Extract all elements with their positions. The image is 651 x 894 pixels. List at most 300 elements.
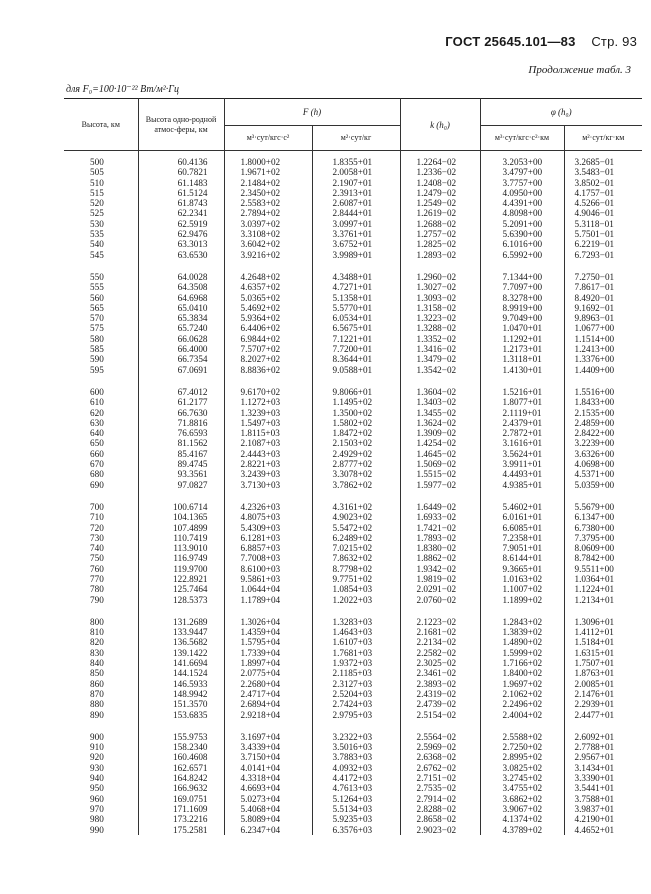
table-cell: 1.3403−02 <box>400 397 480 407</box>
table-cell: 4.6357+02 <box>224 282 312 292</box>
table-cell: 1.5497+03 <box>224 418 312 428</box>
table-cell: 4.3161+02 <box>312 490 400 512</box>
table-cell: 2.1907+01 <box>312 178 400 188</box>
table-cell: 63.3013 <box>138 239 224 249</box>
table-cell: 3.6862+02 <box>480 794 564 804</box>
table-cell: 7.5707+02 <box>224 344 312 354</box>
table-cell: 1.3158−02 <box>400 303 480 313</box>
table-cell: 9.1692−01 <box>564 303 642 313</box>
table-cell: 585 <box>90 344 104 355</box>
table-cell: 1.6933−02 <box>400 512 480 522</box>
table-cell: 910 <box>90 742 104 753</box>
table-cell: 5.7501−01 <box>564 229 642 239</box>
table-cell: 2.8288−02 <box>400 804 480 814</box>
col-height-header: Высота, км <box>64 99 138 151</box>
table-cell: 8.6144+01 <box>480 553 564 563</box>
table-cell: 3.2322+03 <box>312 720 400 742</box>
table-cell: 800 <box>90 616 104 627</box>
table-cell: 525 <box>90 208 104 219</box>
table-cell: 2.7894+02 <box>224 208 312 218</box>
table-cell: 780 <box>90 584 104 595</box>
table-cell: 5.4309+03 <box>224 523 312 533</box>
table-cell: 2.4379+01 <box>480 418 564 428</box>
table-row <box>64 814 642 824</box>
table-cell: 2.2496+02 <box>480 699 564 709</box>
table-cell: 9.5861+03 <box>224 574 312 584</box>
table-cell: 1.8997+04 <box>224 658 312 668</box>
table-cell: 85.4167 <box>138 449 224 459</box>
table-row <box>64 438 642 448</box>
table-row <box>64 825 642 835</box>
table-cell: 1.2843+02 <box>480 605 564 627</box>
table-row <box>64 637 642 647</box>
table-cell: 1.1495+02 <box>312 397 400 407</box>
table-cell: 870 <box>90 688 104 699</box>
table-cell: 760 <box>90 563 104 574</box>
table-cell: 510 <box>90 177 104 188</box>
table-cell: 1.6449−02 <box>400 490 480 512</box>
table-cell: 1.8355+01 <box>312 151 400 168</box>
table-cell: 2.4739−02 <box>400 699 480 709</box>
table-cell: 8.9919+00 <box>480 303 564 313</box>
table-row <box>64 490 642 512</box>
table-cell: 64.0028 <box>138 260 224 282</box>
table-cell: 166.9632 <box>138 783 224 793</box>
col-k-header: k (h₀) <box>400 99 480 151</box>
table-row <box>64 574 642 584</box>
table-cell: 2.4717+04 <box>224 689 312 699</box>
table-cell: 2.3893−02 <box>400 679 480 689</box>
table-cell: 65.3834 <box>138 313 224 323</box>
table-cell: 1.5802+02 <box>312 418 400 428</box>
table-cell: 570 <box>90 313 104 324</box>
table-cell: 3.7883+03 <box>312 752 400 762</box>
table-cell: 4.5266−01 <box>564 198 642 208</box>
table-cell: 1.2479−02 <box>400 188 480 198</box>
table-row <box>64 648 642 658</box>
table-cell: 4.0932+03 <box>312 763 400 773</box>
table-cell: 1.9697+02 <box>480 679 564 689</box>
table-cell: 1.4645−02 <box>400 449 480 459</box>
table-cell: 104.1365 <box>138 512 224 522</box>
table-cell: 3.5441+01 <box>564 783 642 793</box>
table-cell: 680 <box>90 469 104 480</box>
table-cell: 4.4652+01 <box>564 825 642 835</box>
table-cell: 1.7339+04 <box>224 648 312 658</box>
table-cell: 1.2960−02 <box>400 260 480 282</box>
table-cell: 610 <box>90 397 104 408</box>
table-cell: 6.2347+04 <box>224 825 312 835</box>
table-cell: 8.8836+02 <box>224 365 312 375</box>
table-cell: 113.9010 <box>138 543 224 553</box>
table-cell: 3.5483−01 <box>564 167 642 177</box>
table-cell: 1.6107+03 <box>312 637 400 647</box>
table-cell: 3.6326+00 <box>564 449 642 459</box>
table-cell: 7.2750−01 <box>564 260 642 282</box>
table-row <box>64 627 642 637</box>
continuation-note: Продолжение табл. 3 <box>528 64 631 76</box>
table-cell: 550 <box>90 271 104 282</box>
table-row <box>64 459 642 469</box>
table-cell: 990 <box>90 824 104 835</box>
atmosphere-table <box>64 98 642 835</box>
table-cell: 5.6390+00 <box>480 229 564 239</box>
table-cell: 128.5373 <box>138 595 224 605</box>
table-cell: 9.5511+00 <box>564 564 642 574</box>
table-cell: 3.4755+02 <box>480 783 564 793</box>
table-cell: 133.9447 <box>138 627 224 637</box>
table-cell: 8.2027+02 <box>224 354 312 364</box>
table-cell: 2.7872+01 <box>480 428 564 438</box>
table-cell: 148.9942 <box>138 689 224 699</box>
table-row <box>64 720 642 742</box>
table-cell: 125.7464 <box>138 584 224 594</box>
table-cell: 2.4443+03 <box>224 449 312 459</box>
table-cell: 6.1281+03 <box>224 533 312 543</box>
table-cell: 1.9671+02 <box>224 167 312 177</box>
table-cell: 1.8380−02 <box>400 543 480 553</box>
table-row <box>64 794 642 804</box>
table-cell: 67.0691 <box>138 365 224 375</box>
table-cell: 565 <box>90 302 104 313</box>
table-cell: 2.0775+04 <box>224 668 312 678</box>
table-cell: 139.1422 <box>138 648 224 658</box>
table-row <box>64 523 642 533</box>
table-cell: 6.9844+02 <box>224 334 312 344</box>
table-cell: 2.5969−02 <box>400 742 480 752</box>
table-cell: 530 <box>90 218 104 229</box>
table-cell: 3.9216+02 <box>224 250 312 260</box>
table-cell: 7.0215+02 <box>312 543 400 553</box>
table-cell: 1.1007+02 <box>480 584 564 594</box>
table-cell: 1.4890+02 <box>480 637 564 647</box>
table-cell: 1.8433+00 <box>564 397 642 407</box>
table-cell: 66.4000 <box>138 344 224 354</box>
table-cell: 2.3127+03 <box>312 679 400 689</box>
table-row <box>64 710 642 720</box>
table-cell: 3.1697+04 <box>224 720 312 742</box>
table-cell: 5.2091+00 <box>480 219 564 229</box>
table-cell: 2.0085+01 <box>564 679 642 689</box>
table-cell: 900 <box>90 731 104 742</box>
table-cell: 1.3479−02 <box>400 354 480 364</box>
table-cell: 169.0751 <box>138 794 224 804</box>
table-cell: 1.5795+04 <box>224 637 312 647</box>
table-cell: 3.0997+01 <box>312 219 400 229</box>
table-row <box>64 167 642 177</box>
table-cell: 6.0161+01 <box>480 512 564 522</box>
table-cell: 3.6042+02 <box>224 239 312 249</box>
table-cell: 1.2413+00 <box>564 344 642 354</box>
table-cell: 4.1374+02 <box>480 814 564 824</box>
table-cell: 3.2239+00 <box>564 438 642 448</box>
table-cell: 2.1503+02 <box>312 438 400 448</box>
table-cell: 4.3789+02 <box>480 825 564 835</box>
table-cell: 5.8089+04 <box>224 814 312 824</box>
table-cell: 1.8763+01 <box>564 668 642 678</box>
table-cell: 76.6593 <box>138 428 224 438</box>
table-cell: 810 <box>90 627 104 638</box>
table-cell: 7.7200+01 <box>312 344 400 354</box>
table-cell: 1.5069−02 <box>400 459 480 469</box>
table-cell: 6.3576+03 <box>312 825 400 835</box>
table-row <box>64 303 642 313</box>
table-cell: 2.3461−02 <box>400 668 480 678</box>
table-cell: 520 <box>90 198 104 209</box>
table-cell: 6.5992+00 <box>480 250 564 260</box>
table-row <box>64 323 642 333</box>
table-cell: 2.6092+01 <box>564 720 642 742</box>
table-cell: 820 <box>90 637 104 648</box>
table-row <box>64 418 642 428</box>
table-cell: 1.9819−02 <box>400 574 480 584</box>
table-cell: 5.4692+02 <box>224 303 312 313</box>
table-cell: 3.9911+01 <box>480 459 564 469</box>
table-cell: 62.2341 <box>138 208 224 218</box>
table-row <box>64 151 642 168</box>
table-cell: 4.2190+01 <box>564 814 642 824</box>
table-row <box>64 198 642 208</box>
table-cell: 1.5516+00 <box>564 375 642 397</box>
table-cell: 4.9385+01 <box>480 480 564 490</box>
table-cell: 6.1016+00 <box>480 239 564 249</box>
table-row <box>64 250 642 260</box>
table-cell: 950 <box>90 783 104 794</box>
table-row <box>64 313 642 323</box>
phi-unit2-header: м²·сут/кг·км <box>564 126 642 151</box>
table-cell: 1.3500+02 <box>312 408 400 418</box>
table-cell: 1.2549−02 <box>400 198 480 208</box>
table-cell: 107.4899 <box>138 523 224 533</box>
table-cell: 2.2680+04 <box>224 679 312 689</box>
table-cell: 2.1681−02 <box>400 627 480 637</box>
table-row <box>64 480 642 490</box>
table-cell: 6.2219−01 <box>564 239 642 249</box>
table-cell: 110.7419 <box>138 533 224 543</box>
table-row <box>64 365 642 375</box>
table-cell: 2.7914−02 <box>400 794 480 804</box>
table-cell: 1.3542−02 <box>400 365 480 375</box>
table-row <box>64 449 642 459</box>
table-cell: 1.1292+01 <box>480 334 564 344</box>
table-cell: 61.1483 <box>138 178 224 188</box>
table-cell: 880 <box>90 699 104 710</box>
table-cell: 3.2439+03 <box>224 469 312 479</box>
table-cell: 535 <box>90 229 104 240</box>
table-cell: 100.6714 <box>138 490 224 512</box>
table-cell: 2.8995+02 <box>480 752 564 762</box>
table-cell: 3.9067+02 <box>480 804 564 814</box>
table-cell: 1.1899+02 <box>480 595 564 605</box>
table-cell: 8.3644+01 <box>312 354 400 364</box>
table-cell: 2.0760−02 <box>400 595 480 605</box>
table-cell: 1.0163+02 <box>480 574 564 584</box>
table-cell: 61.8743 <box>138 198 224 208</box>
table-cell: 65.0410 <box>138 303 224 313</box>
table-cell: 3.7150+04 <box>224 752 312 762</box>
table-cell: 1.1514+00 <box>564 334 642 344</box>
page-number: Стр. 93 <box>591 34 637 49</box>
table-cell: 175.2581 <box>138 825 224 835</box>
table-cell: 1.2408−02 <box>400 178 480 188</box>
table-cell: 4.8098+00 <box>480 208 564 218</box>
table-cell: 2.8444+01 <box>312 208 400 218</box>
table-cell: 71.8816 <box>138 418 224 428</box>
table-cell: 640 <box>90 428 104 439</box>
table-row <box>64 282 642 292</box>
table-cell: 2.1223−02 <box>400 605 480 627</box>
table-row <box>64 658 642 668</box>
table-cell: 5.5134+03 <box>312 804 400 814</box>
table-cell: 9.6170+02 <box>224 375 312 397</box>
table-cell: 7.1344+00 <box>480 260 564 282</box>
table-row <box>64 679 642 689</box>
table-cell: 3.1434+01 <box>564 763 642 773</box>
table-cell: 8.6100+03 <box>224 564 312 574</box>
table-cell: 790 <box>90 594 104 605</box>
table-cell: 6.5675+01 <box>312 323 400 333</box>
table-cell: 970 <box>90 803 104 814</box>
table-cell: 8.4920−01 <box>564 293 642 303</box>
table-cell: 2.7424+03 <box>312 699 400 709</box>
table-cell: 9.7049+00 <box>480 313 564 323</box>
table-cell: 6.1347+00 <box>564 512 642 522</box>
table-row <box>64 188 642 198</box>
table-cell: 2.8422+00 <box>564 428 642 438</box>
table-cell: 840 <box>90 658 104 669</box>
table-cell: 1.5977−02 <box>400 480 480 490</box>
table-cell: 1.4130+01 <box>480 365 564 375</box>
table-cell: 860 <box>90 678 104 689</box>
table-cell: 670 <box>90 459 104 470</box>
table-cell: 160.4608 <box>138 752 224 762</box>
table-cell: 2.6087+01 <box>312 198 400 208</box>
table-row <box>64 763 642 773</box>
table-cell: 93.3561 <box>138 469 224 479</box>
table-cell: 850 <box>90 668 104 679</box>
table-cell: 890 <box>90 709 104 720</box>
table-cell: 6.6085+01 <box>480 523 564 533</box>
table-cell: 5.5770+01 <box>312 303 400 313</box>
table-cell: 1.3027−02 <box>400 282 480 292</box>
table-cell: 515 <box>90 187 104 198</box>
table-cell: 4.6693+04 <box>224 783 312 793</box>
table-cell: 5.9235+03 <box>312 814 400 824</box>
page-header <box>445 34 637 49</box>
table-cell: 3.4339+04 <box>224 742 312 752</box>
table-cell: 3.5016+03 <box>312 742 400 752</box>
table-cell: 3.2685−01 <box>564 151 642 168</box>
table-cell: 1.2757−02 <box>400 229 480 239</box>
table-cell: 6.8857+03 <box>224 543 312 553</box>
table-cell: 3.4797+00 <box>480 167 564 177</box>
table-cell: 60.7821 <box>138 167 224 177</box>
table-cell: 5.0359+00 <box>564 480 642 490</box>
table-cell: 8.0609+00 <box>564 543 642 553</box>
table-cell: 1.0854+03 <box>312 584 400 594</box>
table-row <box>64 804 642 814</box>
table-cell: 1.7507+01 <box>564 658 642 668</box>
table-cell: 560 <box>90 292 104 303</box>
table-row <box>64 428 642 438</box>
table-cell: 600 <box>90 386 104 397</box>
table-cell: 5.4602+01 <box>480 490 564 512</box>
table-cell: 940 <box>90 773 104 784</box>
table-cell: 1.9372+03 <box>312 658 400 668</box>
table-cell: 1.3118+01 <box>480 354 564 364</box>
table-cell: 1.2022+03 <box>312 595 400 605</box>
table-body <box>64 151 642 835</box>
table-cell: 3.9989+01 <box>312 250 400 260</box>
table-cell: 1.2336−02 <box>400 167 480 177</box>
table-cell: 2.4319−02 <box>400 689 480 699</box>
table-cell: 146.5933 <box>138 679 224 689</box>
table-cell: 1.8000+02 <box>224 151 312 168</box>
table-cell: 1.5999+02 <box>480 648 564 658</box>
table-cell: 4.1757−01 <box>564 188 642 198</box>
table-cell: 1.3026+04 <box>224 605 312 627</box>
table-cell: 5.1358+01 <box>312 293 400 303</box>
table-row <box>64 783 642 793</box>
table-cell: 4.5371+00 <box>564 469 642 479</box>
table-cell: 2.4859+00 <box>564 418 642 428</box>
table-cell: 2.2939+01 <box>564 699 642 709</box>
table-cell: 1.7893−02 <box>400 533 480 543</box>
table-cell: 2.4477+01 <box>564 710 642 720</box>
table-cell: 1.8115+03 <box>224 428 312 438</box>
table-cell: 9.8066+01 <box>312 375 400 397</box>
table-cell: 2.4929+02 <box>312 449 400 459</box>
table-row <box>64 375 642 397</box>
table-cell: 720 <box>90 522 104 533</box>
table-cell: 141.6694 <box>138 658 224 668</box>
table-cell: 2.1476+01 <box>564 689 642 699</box>
table-cell: 97.0827 <box>138 480 224 490</box>
table-row <box>64 408 642 418</box>
table-cell: 2.3450+02 <box>224 188 312 198</box>
table-cell: 9.3665+01 <box>480 564 564 574</box>
table-cell: 7.9051+01 <box>480 543 564 553</box>
table-cell: 1.2264−02 <box>400 151 480 168</box>
table-cell: 5.5679+00 <box>564 490 642 512</box>
table-cell: 7.8617−01 <box>564 282 642 292</box>
table-cell: 3.2745+02 <box>480 773 564 783</box>
table-cell: 575 <box>90 323 104 334</box>
col-homogeneous-header: Высота одно-родной атмос-феры, км <box>138 99 224 151</box>
table-cell: 2.7788+01 <box>564 742 642 752</box>
table-cell: 4.9046−01 <box>564 208 642 218</box>
table-cell: 1.3283+03 <box>312 605 400 627</box>
header-row-top <box>64 99 642 126</box>
table-cell: 2.8221+03 <box>224 459 312 469</box>
group-phi-header: φ (h₀) <box>480 99 642 126</box>
table-cell: 1.4643+03 <box>312 627 400 637</box>
table-cell: 6.0534+01 <box>312 313 400 323</box>
table-cell: 505 <box>90 167 104 178</box>
table-cell: 116.9749 <box>138 553 224 563</box>
table-cell: 700 <box>90 501 104 512</box>
table-cell: 3.3108+02 <box>224 229 312 239</box>
table-cell: 8.7842+00 <box>564 553 642 563</box>
table-cell: 660 <box>90 448 104 459</box>
table-cell: 3.3078+02 <box>312 469 400 479</box>
table-cell: 2.5154−02 <box>400 710 480 720</box>
table-cell: 3.7757+00 <box>480 178 564 188</box>
table-row <box>64 208 642 218</box>
table-cell: 1.3288−02 <box>400 323 480 333</box>
table-row <box>64 354 642 364</box>
table-cell: 3.5624+01 <box>480 449 564 459</box>
